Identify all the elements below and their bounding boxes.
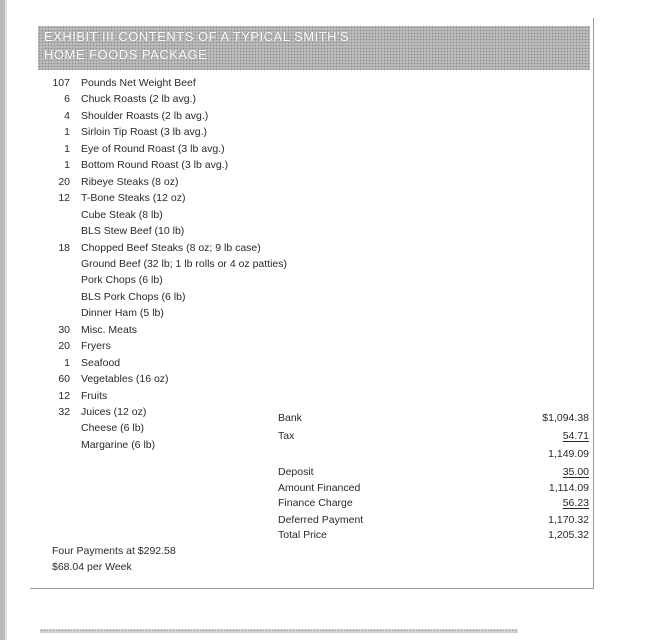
item-description: Fruits <box>81 389 108 402</box>
item-description: Margarine (6 lb) <box>81 438 156 451</box>
item-description: Fryers <box>81 340 111 353</box>
item-description: Cheese (6 lb) <box>81 422 145 435</box>
list-item <box>30 355 330 371</box>
list-item <box>30 91 330 107</box>
financing-label: Amount Financed <box>278 482 361 494</box>
list-item <box>30 240 330 256</box>
banner-title-line-2: HOME FOODS PACKAGE <box>44 47 208 62</box>
list-item <box>30 371 330 387</box>
item-description: T-Bone Steaks (12 oz) <box>81 192 186 205</box>
list-item <box>30 124 330 140</box>
financing-label: Bank <box>278 412 302 424</box>
financing-value: 1,149.09 <box>548 448 589 460</box>
item-quantity: 1 <box>64 142 70 155</box>
item-description: Juices (12 oz) <box>81 406 147 418</box>
list-item <box>30 256 330 272</box>
financing-value: $1,094.38 <box>542 412 589 424</box>
list-item <box>30 305 330 321</box>
financing-label: Tax <box>278 430 295 442</box>
list-item <box>30 157 330 173</box>
financing-value: 1,205.32 <box>548 529 589 541</box>
list-item <box>30 108 330 124</box>
item-description: Shoulder Roasts (2 lb avg.) <box>81 109 209 122</box>
item-quantity: 20 <box>58 340 70 353</box>
list-item <box>30 75 330 91</box>
financing-value: 54.71 <box>562 430 589 442</box>
list-item <box>30 289 330 305</box>
item-description: Bottom Round Roast (3 lb avg.) <box>81 159 229 172</box>
financing-label: Deferred Payment <box>278 514 364 526</box>
item-quantity: 1 <box>64 159 70 172</box>
financing-value: 35.00 <box>562 466 589 478</box>
item-quantity: 18 <box>58 241 70 254</box>
list-item <box>30 207 330 223</box>
list-item <box>30 190 330 206</box>
list-item <box>30 141 330 157</box>
item-description: Eye of Round Roast (3 lb avg.) <box>81 142 225 155</box>
item-description: Sirloin Tip Roast (3 lb avg.) <box>81 126 208 139</box>
item-description: Chopped Beef Steaks (8 oz; 9 lb case) <box>81 241 261 254</box>
list-item <box>30 174 330 190</box>
item-quantity: 12 <box>58 192 70 205</box>
financing-label: Deposit <box>278 466 314 478</box>
item-description: BLS Stew Beef (10 lb) <box>81 225 185 238</box>
item-description: Cube Steak (8 lb) <box>81 208 163 221</box>
item-quantity: 12 <box>58 389 70 402</box>
item-description: Pounds Net Weight Beef <box>81 77 196 89</box>
item-description: Seafood <box>81 356 121 369</box>
item-quantity: 6 <box>64 93 70 106</box>
list-item <box>30 322 330 338</box>
item-description: Vegetables (16 oz) <box>81 373 169 386</box>
financing-label: Total Price <box>278 529 328 541</box>
item-description: Pork Chops (6 lb) <box>81 274 163 287</box>
financing-value: 1,170.32 <box>548 514 589 526</box>
next-page-edge <box>40 629 518 633</box>
item-quantity: 107 <box>52 77 70 89</box>
banner-title-line-1: EXHIBIT III CONTENTS OF A TYPICAL SMITH'S <box>44 29 350 44</box>
item-quantity: 4 <box>64 109 70 122</box>
list-item <box>30 388 330 404</box>
item-quantity: 30 <box>58 323 70 336</box>
item-quantity: 32 <box>58 406 70 418</box>
item-description: Chuck Roasts (2 lb avg.) <box>81 93 196 106</box>
item-quantity: 1 <box>64 126 70 139</box>
item-description: Ground Beef (32 lb; 1 lb rolls or 4 oz patties) <box>81 257 288 270</box>
financing-value: 56.23 <box>562 497 589 509</box>
item-description: Ribeye Steaks (8 oz) <box>81 175 179 188</box>
item-description: Dinner Ham (5 lb) <box>81 307 164 320</box>
item-quantity: 60 <box>58 373 70 386</box>
item-quantity: 20 <box>58 175 70 188</box>
item-description: BLS Pork Chops (6 lb) <box>81 290 186 303</box>
item-description: Misc. Meats <box>81 323 138 336</box>
payments-line: Four Payments at $292.58 <box>52 545 176 557</box>
exhibit-panel <box>30 18 594 589</box>
financing-label: Finance Charge <box>278 497 353 509</box>
list-item <box>30 338 330 354</box>
list-item <box>30 272 330 288</box>
financing-value: 1,114.09 <box>548 482 589 494</box>
weekly-payment-line: $68.04 per Week <box>52 561 132 573</box>
scan-left-shadow <box>5 0 7 640</box>
item-quantity: 1 <box>64 356 70 369</box>
exhibit-banner <box>38 26 590 70</box>
list-item <box>30 223 330 239</box>
